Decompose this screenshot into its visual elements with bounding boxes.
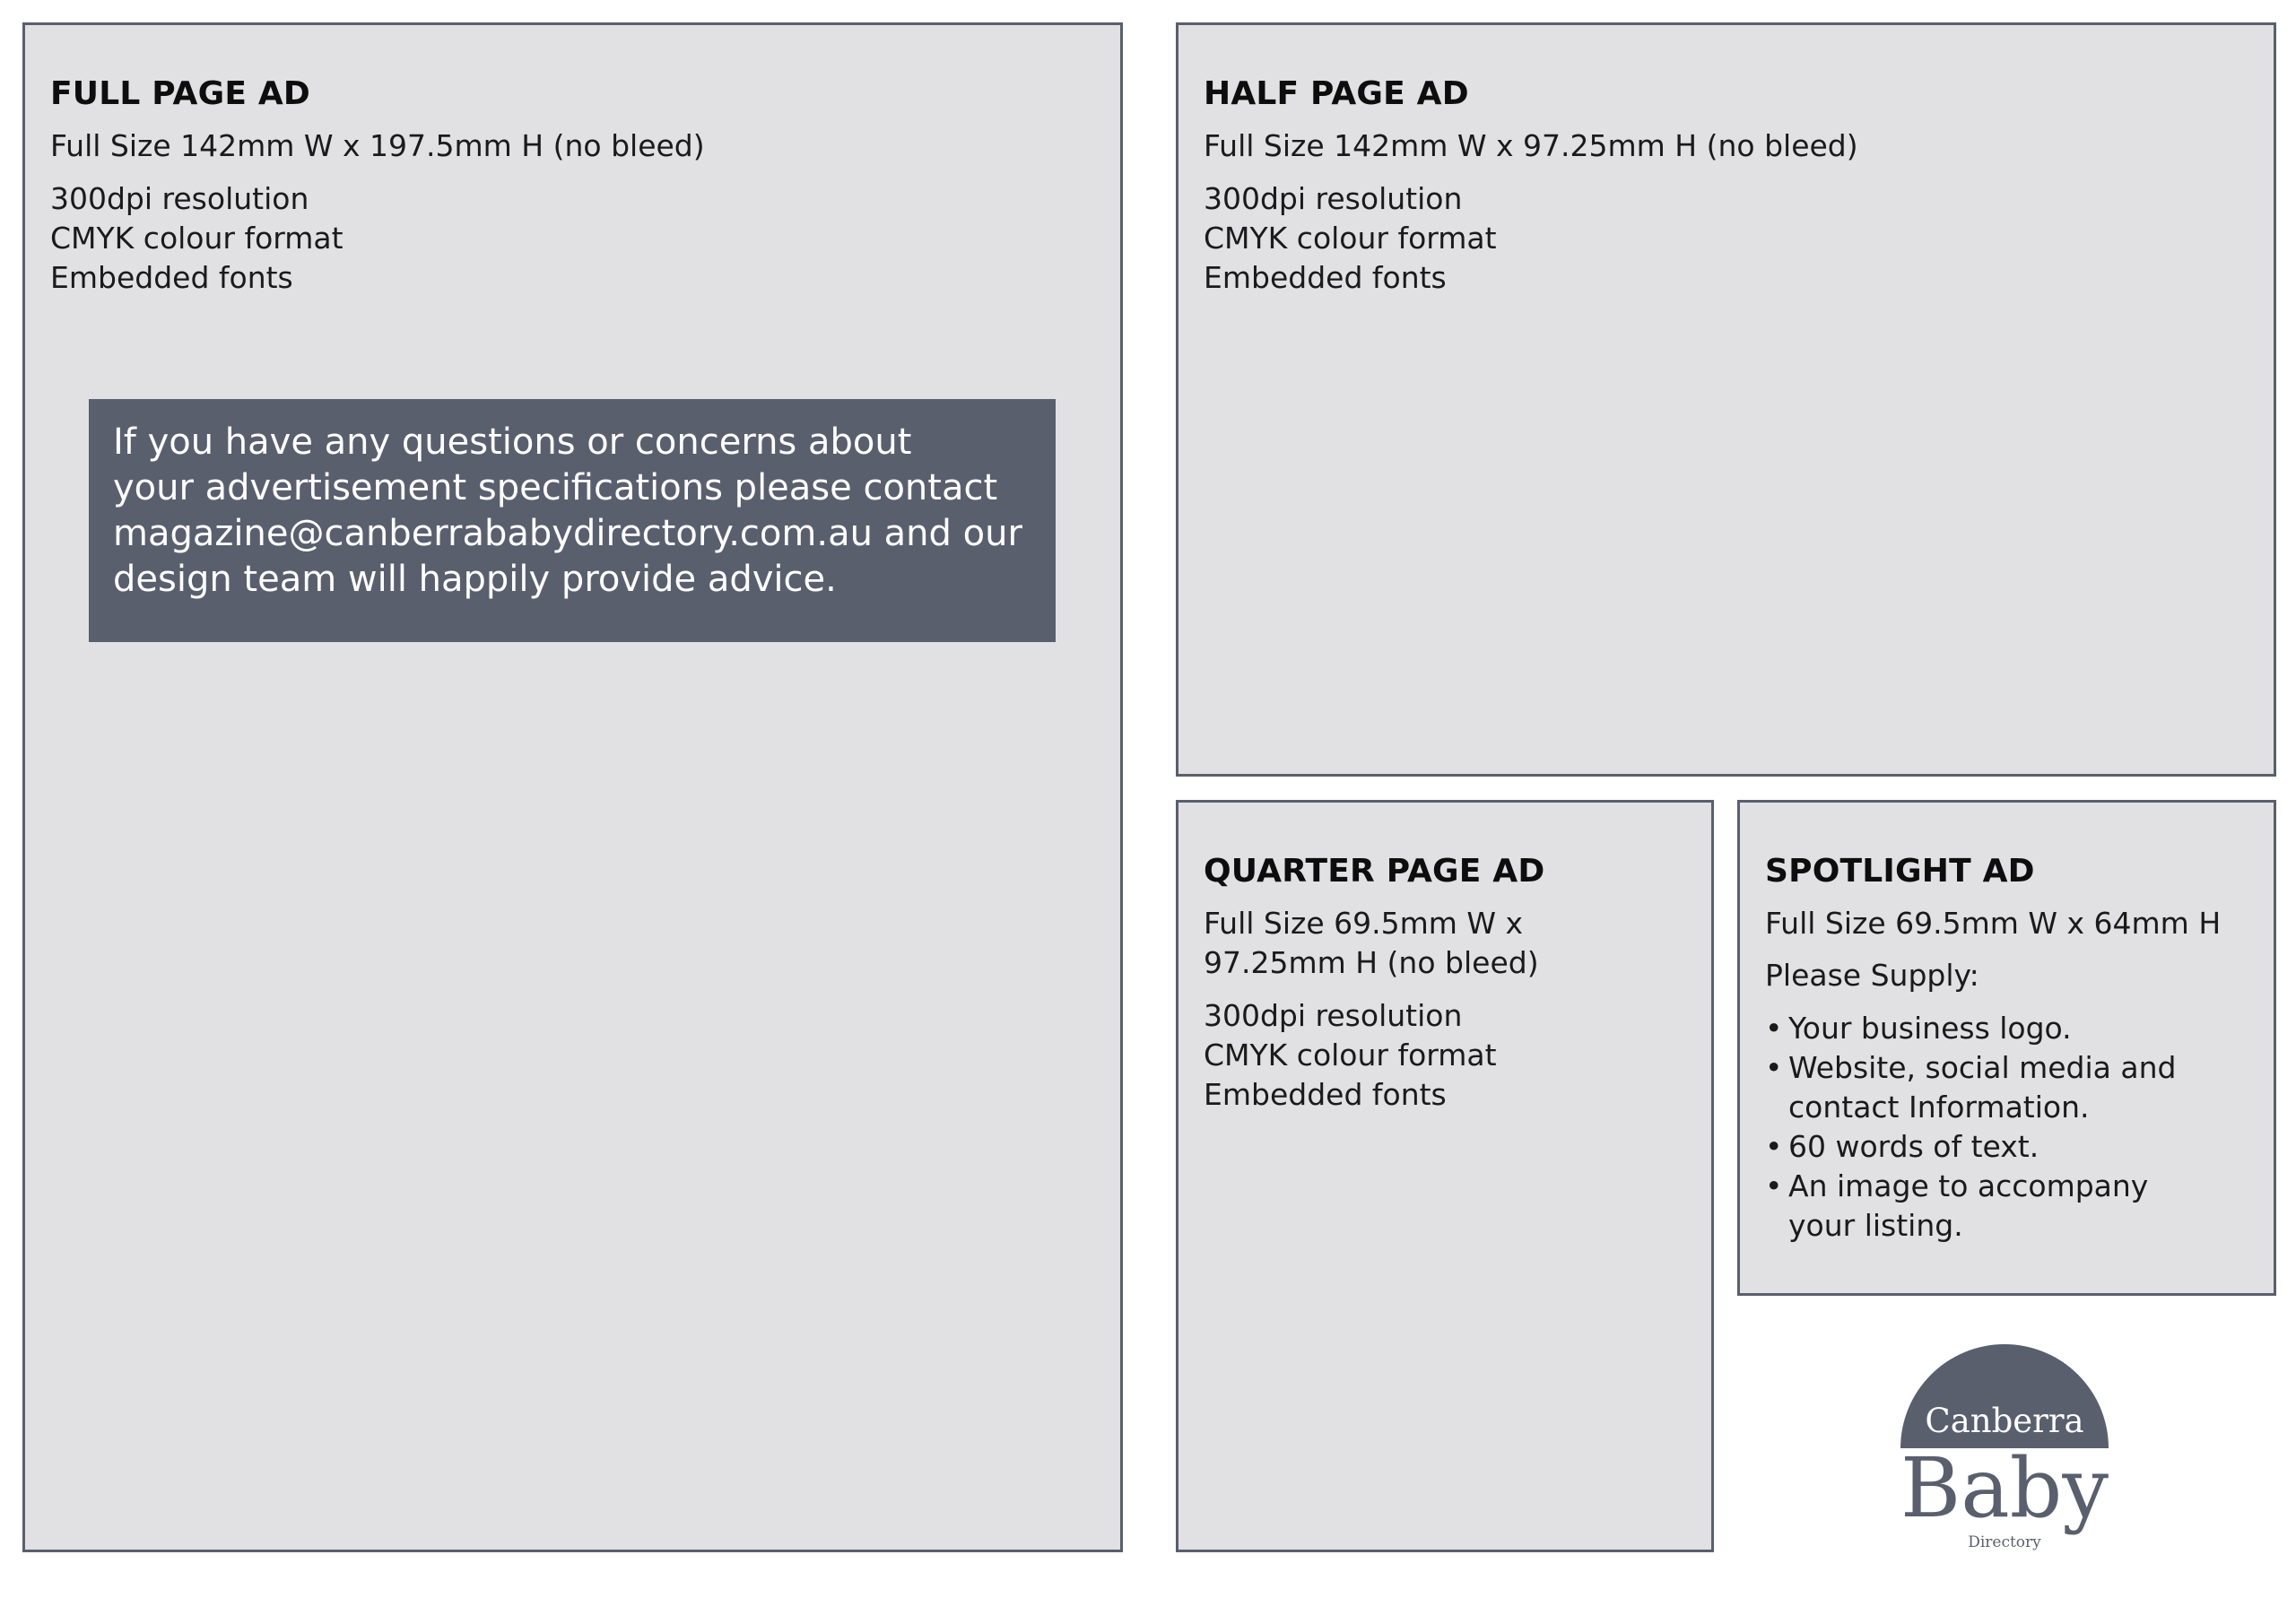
half-page-ad-title: HALF PAGE AD xyxy=(1204,75,1469,112)
half-page-ad-panel xyxy=(1176,22,2276,777)
spotlight-supply-label: Please Supply: xyxy=(1765,958,1979,993)
half-page-ad-size: Full Size 142mm W x 97.25mm H (no bleed) xyxy=(1204,128,1858,163)
full-page-ad-specs: 300dpi resolution CMYK colour format Embedded fonts xyxy=(50,181,344,295)
full-page-ad-size: Full Size 142mm W x 197.5mm H (no bleed) xyxy=(50,128,705,163)
list-item: • 60 words of text. xyxy=(1765,1127,2274,1167)
spotlight-ad-title: SPOTLIGHT AD xyxy=(1765,853,2035,890)
logo-baby-text: Baby xyxy=(1900,1440,2109,1536)
spotlight-ad-size: Full Size 69.5mm W x 64mm H xyxy=(1765,906,2222,941)
spotlight-ad-panel xyxy=(1737,800,2276,1296)
logo-canberra-text: Canberra xyxy=(1925,1402,2084,1440)
quarter-page-ad-panel xyxy=(1176,800,1714,1552)
list-item: • An image to accompany your listing. xyxy=(1765,1167,2274,1246)
list-item: • Website, social media and contact Information. xyxy=(1765,1048,2274,1127)
half-page-ad-specs: 300dpi resolution CMYK colour format Embedded fonts xyxy=(1204,181,1497,295)
quarter-page-ad-size: Full Size 69.5mm W x 97.25mm H (no bleed) xyxy=(1204,906,1539,980)
contact-info-box: If you have any questions or concerns about your advertisement specifications please contact magazine@canberrababydirectory.com.au and our design team will happily provide advice. xyxy=(89,399,1056,642)
list-item: • Your business logo. xyxy=(1765,1009,2274,1048)
logo-directory-text: Directory xyxy=(1968,1533,2041,1551)
quarter-page-ad-title: QUARTER PAGE AD xyxy=(1204,853,1545,890)
canberra-baby-directory-logo xyxy=(1897,1342,2112,1558)
full-page-ad-panel xyxy=(22,22,1123,1552)
spotlight-supply-list xyxy=(1765,1009,2274,1246)
quarter-page-ad-specs: 300dpi resolution CMYK colour format Embedded fonts xyxy=(1204,998,1497,1112)
full-page-ad-title: FULL PAGE AD xyxy=(50,75,310,112)
